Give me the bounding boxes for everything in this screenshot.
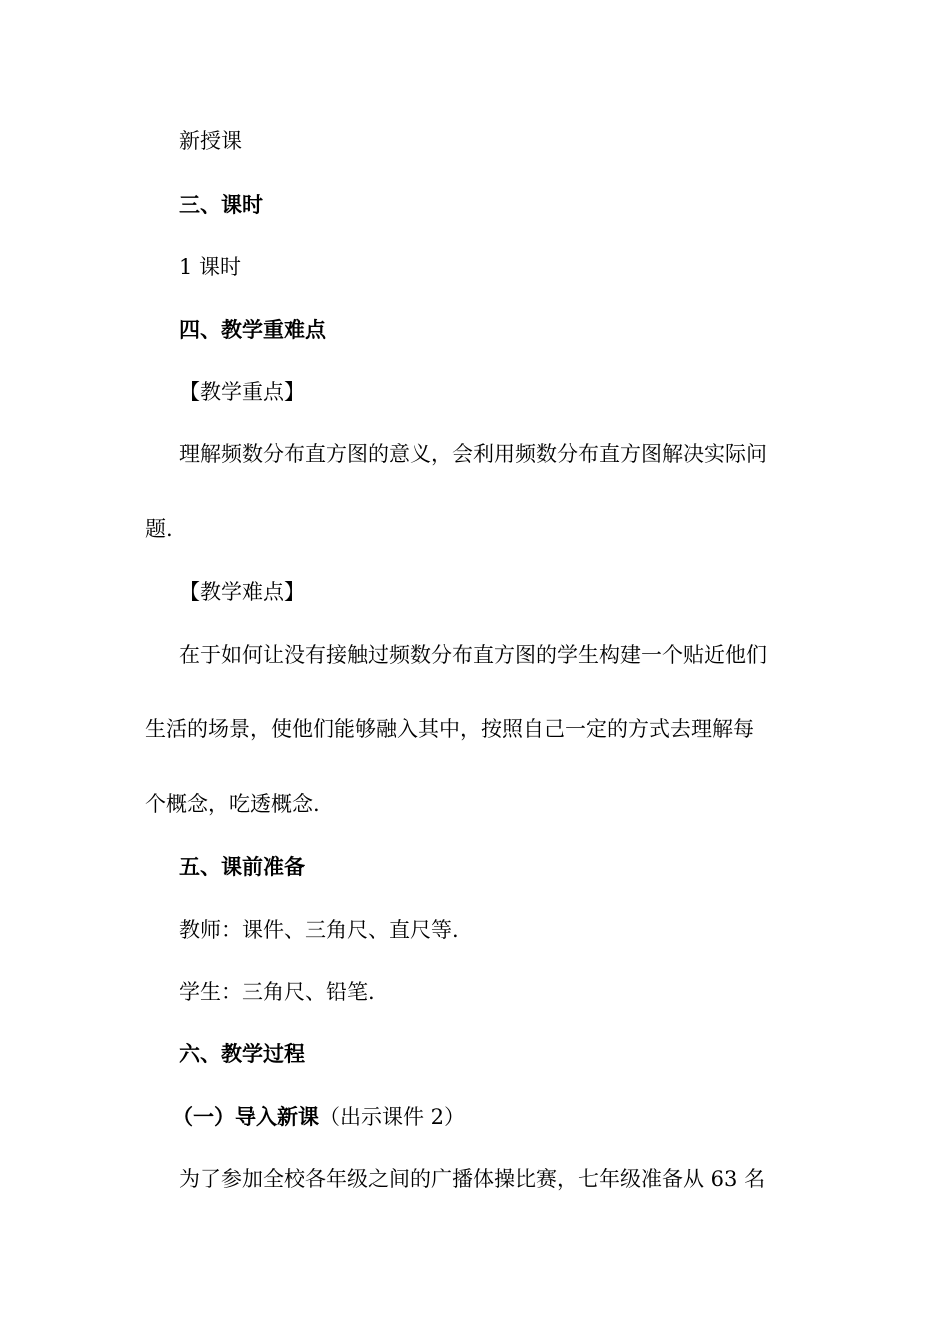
section-heading: 四、教学重难点	[179, 317, 326, 342]
subheading: 【教学难点】	[179, 580, 305, 604]
text-line: 1 课时	[179, 255, 242, 279]
paragraph-line: 生活的场景，使他们能够融入其中，按照自己一定的方式去理解每	[145, 717, 754, 741]
section-heading: 六、教学过程	[179, 1041, 305, 1066]
subsection-heading	[172, 1102, 465, 1132]
subsection-title: （一）导入新课	[172, 1104, 319, 1129]
section-heading: 三、课时	[179, 192, 263, 217]
paragraph-line: 理解频数分布直方图的意义，会利用频数分布直方图解决实际问	[179, 442, 767, 466]
section-heading: 五、课前准备	[179, 854, 305, 879]
paragraph-line: 在于如何让没有接触过频数分布直方图的学生构建一个贴近他们	[179, 643, 767, 667]
paragraph-line: 个概念，吃透概念.	[145, 792, 320, 816]
subsection-note: （出示课件 2）	[319, 1105, 466, 1129]
text-line: 教师：课件、三角尺、直尺等.	[179, 918, 459, 942]
paragraph-line: 为了参加全校各年级之间的广播体操比赛，七年级准备从 63 名	[179, 1167, 766, 1191]
subheading: 【教学重点】	[179, 380, 305, 404]
text-line: 学生：三角尺、铅笔.	[179, 980, 375, 1004]
text-line: 新授课	[179, 129, 242, 153]
paragraph-line: 题.	[145, 517, 173, 541]
